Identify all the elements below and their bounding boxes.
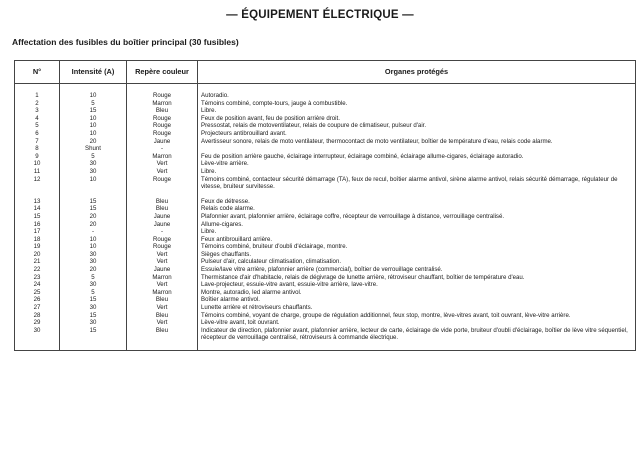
table-row xyxy=(15,168,636,176)
fuse-number: 4 xyxy=(15,115,60,123)
fuse-color: Bleu xyxy=(127,205,198,213)
fuse-number: 3 xyxy=(15,107,60,115)
table-row xyxy=(15,319,636,327)
fuse-number: 15 xyxy=(15,213,60,221)
fuse-protected-organs: Plafonnier avant, plafonnier arrière, éclairage coffre, récepteur de verrouillage à distance, verrouillage centralisé. xyxy=(201,212,505,220)
fuse-protected-organs: Libre. xyxy=(201,167,217,175)
fuse-color: Jaune xyxy=(127,213,198,221)
fuse-color: Rouge xyxy=(127,84,198,100)
fuse-color: - xyxy=(127,145,198,153)
fuse-amperage: 5 xyxy=(60,274,127,282)
table-row xyxy=(15,160,636,168)
fuse-amperage: 5 xyxy=(60,100,127,108)
fuse-amperage: 15 xyxy=(60,191,127,206)
fuse-color: Vert xyxy=(127,258,198,266)
fuse-amperage: 15 xyxy=(60,205,127,213)
fuse-number: 19 xyxy=(15,243,60,251)
fuse-protected-organs: Témoins combiné, voyant de charge, groupe de régulation additionnel, feux stop, montre, lève-vitres avant, toit ouvrant, lève-vitre arrière. xyxy=(201,311,571,319)
table-row xyxy=(15,228,636,236)
fuse-number: 28 xyxy=(15,312,60,320)
fuse-amperage: 20 xyxy=(60,138,127,146)
table-row xyxy=(15,138,636,146)
header-protected-organs: Organes protégés xyxy=(198,61,636,84)
fuse-protected-organs: Témoins combiné, bruiteur d'oubli d'éclairage, montre. xyxy=(201,243,348,251)
fuse-color: Rouge xyxy=(127,115,198,123)
fuse-amperage: 20 xyxy=(60,213,127,221)
fuse-color: Bleu xyxy=(127,107,198,115)
table-row xyxy=(15,176,636,191)
fuse-amperage: 15 xyxy=(60,312,127,320)
table-row xyxy=(15,266,636,274)
table-row xyxy=(15,145,636,153)
fuse-protected-organs: Lève-vitre avant, toit ouvrant. xyxy=(201,319,280,327)
fuse-amperage: 30 xyxy=(60,281,127,289)
table-row xyxy=(15,107,636,115)
fuse-amperage: 30 xyxy=(60,258,127,266)
table-row xyxy=(15,274,636,282)
fuse-number: 30 xyxy=(15,327,60,351)
fuse-color: Rouge xyxy=(127,130,198,138)
fuse-protected-organs: Relais code alarme. xyxy=(201,205,255,213)
fuse-protected-organs: Libre. xyxy=(201,228,217,236)
fuse-number: 18 xyxy=(15,236,60,244)
fuse-amperage: 15 xyxy=(60,327,127,351)
fuse-amperage: 30 xyxy=(60,168,127,176)
fuse-color: Vert xyxy=(127,251,198,259)
table-row xyxy=(15,100,636,108)
fuse-protected-organs: Montre, autoradio, led alarme antivol. xyxy=(201,288,302,296)
table-row xyxy=(15,296,636,304)
fuse-protected-organs: Libre. xyxy=(201,107,217,115)
fuse-protected-organs: Feu de position arrière gauche, éclairage interrupteur, éclairage combiné, éclairage allume-cigares, éclairage autoradio. xyxy=(201,152,524,160)
table-row xyxy=(15,251,636,259)
fuse-color: Vert xyxy=(127,160,198,168)
fuse-amperage: 5 xyxy=(60,289,127,297)
fuse-number: 6 xyxy=(15,130,60,138)
fuse-number: 7 xyxy=(15,138,60,146)
fuse-protected-organs: Allume-cigares. xyxy=(201,220,243,228)
fuse-number: 11 xyxy=(15,168,60,176)
fuse-color: Bleu xyxy=(127,191,198,206)
fuse-color: Marron xyxy=(127,289,198,297)
header-amperage: Intensité (A) xyxy=(60,61,127,84)
fuse-protected-organs: Feux antibrouillard arrière. xyxy=(201,235,273,243)
header-color: Repère couleur xyxy=(127,61,198,84)
table-row xyxy=(15,304,636,312)
fuse-amperage: 30 xyxy=(60,160,127,168)
fuse-protected-organs: Pulseur d'air, calculateur climatisation, climatisation. xyxy=(201,258,342,266)
fuse-amperage: Shunt xyxy=(60,145,127,153)
fuse-protected-organs: Feux de position avant, feu de position arrière droit. xyxy=(201,114,340,122)
fuse-number: 9 xyxy=(15,153,60,161)
fuse-protected-organs: Témoins combiné, contacteur sécurité démarrage (TA), feux de recul, boîtier alarme antivol, sirène alarme antivol, relais sécurité démarrage, régulateur de vitesse, bruiteur survitesse. xyxy=(201,175,618,191)
fuse-protected-organs: Projecteurs antibrouillard avant. xyxy=(201,129,287,137)
fuse-number: 5 xyxy=(15,122,60,130)
fuse-amperage: 10 xyxy=(60,130,127,138)
fuse-color: Vert xyxy=(127,281,198,289)
fuse-color: Bleu xyxy=(127,312,198,320)
fuse-amperage: 20 xyxy=(60,221,127,229)
fuse-protected-organs: Indicateur de direction, plafonnier avant, plafonnier arrière, lecteur de carte, éclairage de vide porte, bruiteur d'oubli d'éclairage, boîtier de lève vitre séquentiel, récepteur de verrouillage centralisé, rétroviseurs à commande électrique. xyxy=(201,326,628,342)
fuse-number: 10 xyxy=(15,160,60,168)
table-row xyxy=(15,236,636,244)
fuse-color: Rouge xyxy=(127,243,198,251)
table-row xyxy=(15,205,636,213)
fuse-number: 26 xyxy=(15,296,60,304)
table-row xyxy=(15,153,636,161)
fuse-protected-organs: Pressostat, relais de motoventilateur, relais de coupure de climatiseur, pulseur d'air. xyxy=(201,122,427,130)
fuse-amperage: 10 xyxy=(60,243,127,251)
fuse-color: Bleu xyxy=(127,327,198,351)
fuse-color: Rouge xyxy=(127,122,198,130)
fuse-protected-organs: Boîtier alarme antivol. xyxy=(201,296,260,304)
fuse-color: Vert xyxy=(127,168,198,176)
fuse-amperage: 10 xyxy=(60,115,127,123)
fuse-number: 13 xyxy=(15,191,60,206)
fuse-amperage: 5 xyxy=(60,153,127,161)
fuse-color: Jaune xyxy=(127,221,198,229)
table-row xyxy=(15,115,636,123)
fuse-color: Marron xyxy=(127,100,198,108)
fuse-number: 16 xyxy=(15,221,60,229)
fuse-protected-organs: Lave-projecteur, essuie-vitre avant, essuie-vitre arrière, lave-vitre. xyxy=(201,281,378,289)
fuse-protected-organs: Autoradio. xyxy=(201,92,229,99)
fuse-color: Bleu xyxy=(127,296,198,304)
fuse-number: 23 xyxy=(15,274,60,282)
table-row xyxy=(15,213,636,221)
fuse-amperage: 20 xyxy=(60,266,127,274)
fuse-protected-organs: Feux de détresse. xyxy=(201,197,250,205)
fuse-amperage: 10 xyxy=(60,176,127,191)
fuse-number: 22 xyxy=(15,266,60,274)
header-number: N° xyxy=(15,61,60,84)
fuse-amperage: 10 xyxy=(60,122,127,130)
table-row xyxy=(15,281,636,289)
table-caption: Affectation des fusibles du boîtier principal (30 fusibles) xyxy=(12,37,239,47)
fuse-amperage: 30 xyxy=(60,319,127,327)
table-row xyxy=(15,221,636,229)
fuse-color: Jaune xyxy=(127,266,198,274)
table-row xyxy=(15,289,636,297)
fuse-protected-organs: Sièges chauffants. xyxy=(201,250,252,258)
fuse-color: - xyxy=(127,228,198,236)
fuse-number: 21 xyxy=(15,258,60,266)
page-title: — ÉQUIPEMENT ÉLECTRIQUE — xyxy=(226,9,414,21)
fuse-amperage: 15 xyxy=(60,296,127,304)
fuse-number: 29 xyxy=(15,319,60,327)
fuse-protected-organs: Essuie/lave vitre arrière, plafonnier arrière (commercial), boîtier de verrouillage centralisé. xyxy=(201,266,443,274)
fuse-number: 14 xyxy=(15,205,60,213)
fuse-protected-organs: Lunette arrière et rétroviseurs chauffants. xyxy=(201,304,313,312)
fuse-amperage: 30 xyxy=(60,251,127,259)
fuse-number: 8 xyxy=(15,145,60,153)
table-row xyxy=(15,258,636,266)
fuse-number: 17 xyxy=(15,228,60,236)
fuse-color: Rouge xyxy=(127,236,198,244)
table-row xyxy=(15,84,636,100)
table-row xyxy=(15,327,636,351)
table-body xyxy=(15,84,636,351)
table-row xyxy=(15,130,636,138)
fuse-table xyxy=(14,60,636,351)
table-row xyxy=(15,243,636,251)
fuse-number: 2 xyxy=(15,100,60,108)
fuse-amperage: 30 xyxy=(60,304,127,312)
fuse-amperage: 10 xyxy=(60,236,127,244)
table-row xyxy=(15,191,636,206)
fuse-color: Vert xyxy=(127,304,198,312)
table-header-row xyxy=(15,61,636,84)
fuse-number: 25 xyxy=(15,289,60,297)
fuse-number: 24 xyxy=(15,281,60,289)
fuse-amperage: 15 xyxy=(60,107,127,115)
fuse-protected-organs: Lève-vitre arrière. xyxy=(201,160,249,168)
fuse-protected-organs: Avertisseur sonore, relais de moto ventilateur, thermocontact de moto ventilateur, boîtier de température d'eau, relais code alarme. xyxy=(201,137,553,145)
fuse-color: Rouge xyxy=(127,176,198,191)
fuse-color: Vert xyxy=(127,319,198,327)
fuse-number: 20 xyxy=(15,251,60,259)
fuse-number: 27 xyxy=(15,304,60,312)
fuse-color: Marron xyxy=(127,274,198,282)
fuse-amperage: 10 xyxy=(60,84,127,100)
fuse-number: 12 xyxy=(15,176,60,191)
fuse-amperage: - xyxy=(60,228,127,236)
table-row xyxy=(15,122,636,130)
fuse-color: Marron xyxy=(127,153,198,161)
fuse-number: 1 xyxy=(15,84,60,100)
fuse-protected-organs: Témoins combiné, compte-tours, jauge à combustible. xyxy=(201,99,348,107)
fuse-protected-organs: Thermistance d'air d'habitacle, relais de dégivrage de lunette arrière, rétroviseur chauffant, boîtier de température d'eau. xyxy=(201,273,525,281)
fuse-protected-organs xyxy=(198,145,636,153)
table-row xyxy=(15,312,636,320)
fuse-color: Jaune xyxy=(127,138,198,146)
